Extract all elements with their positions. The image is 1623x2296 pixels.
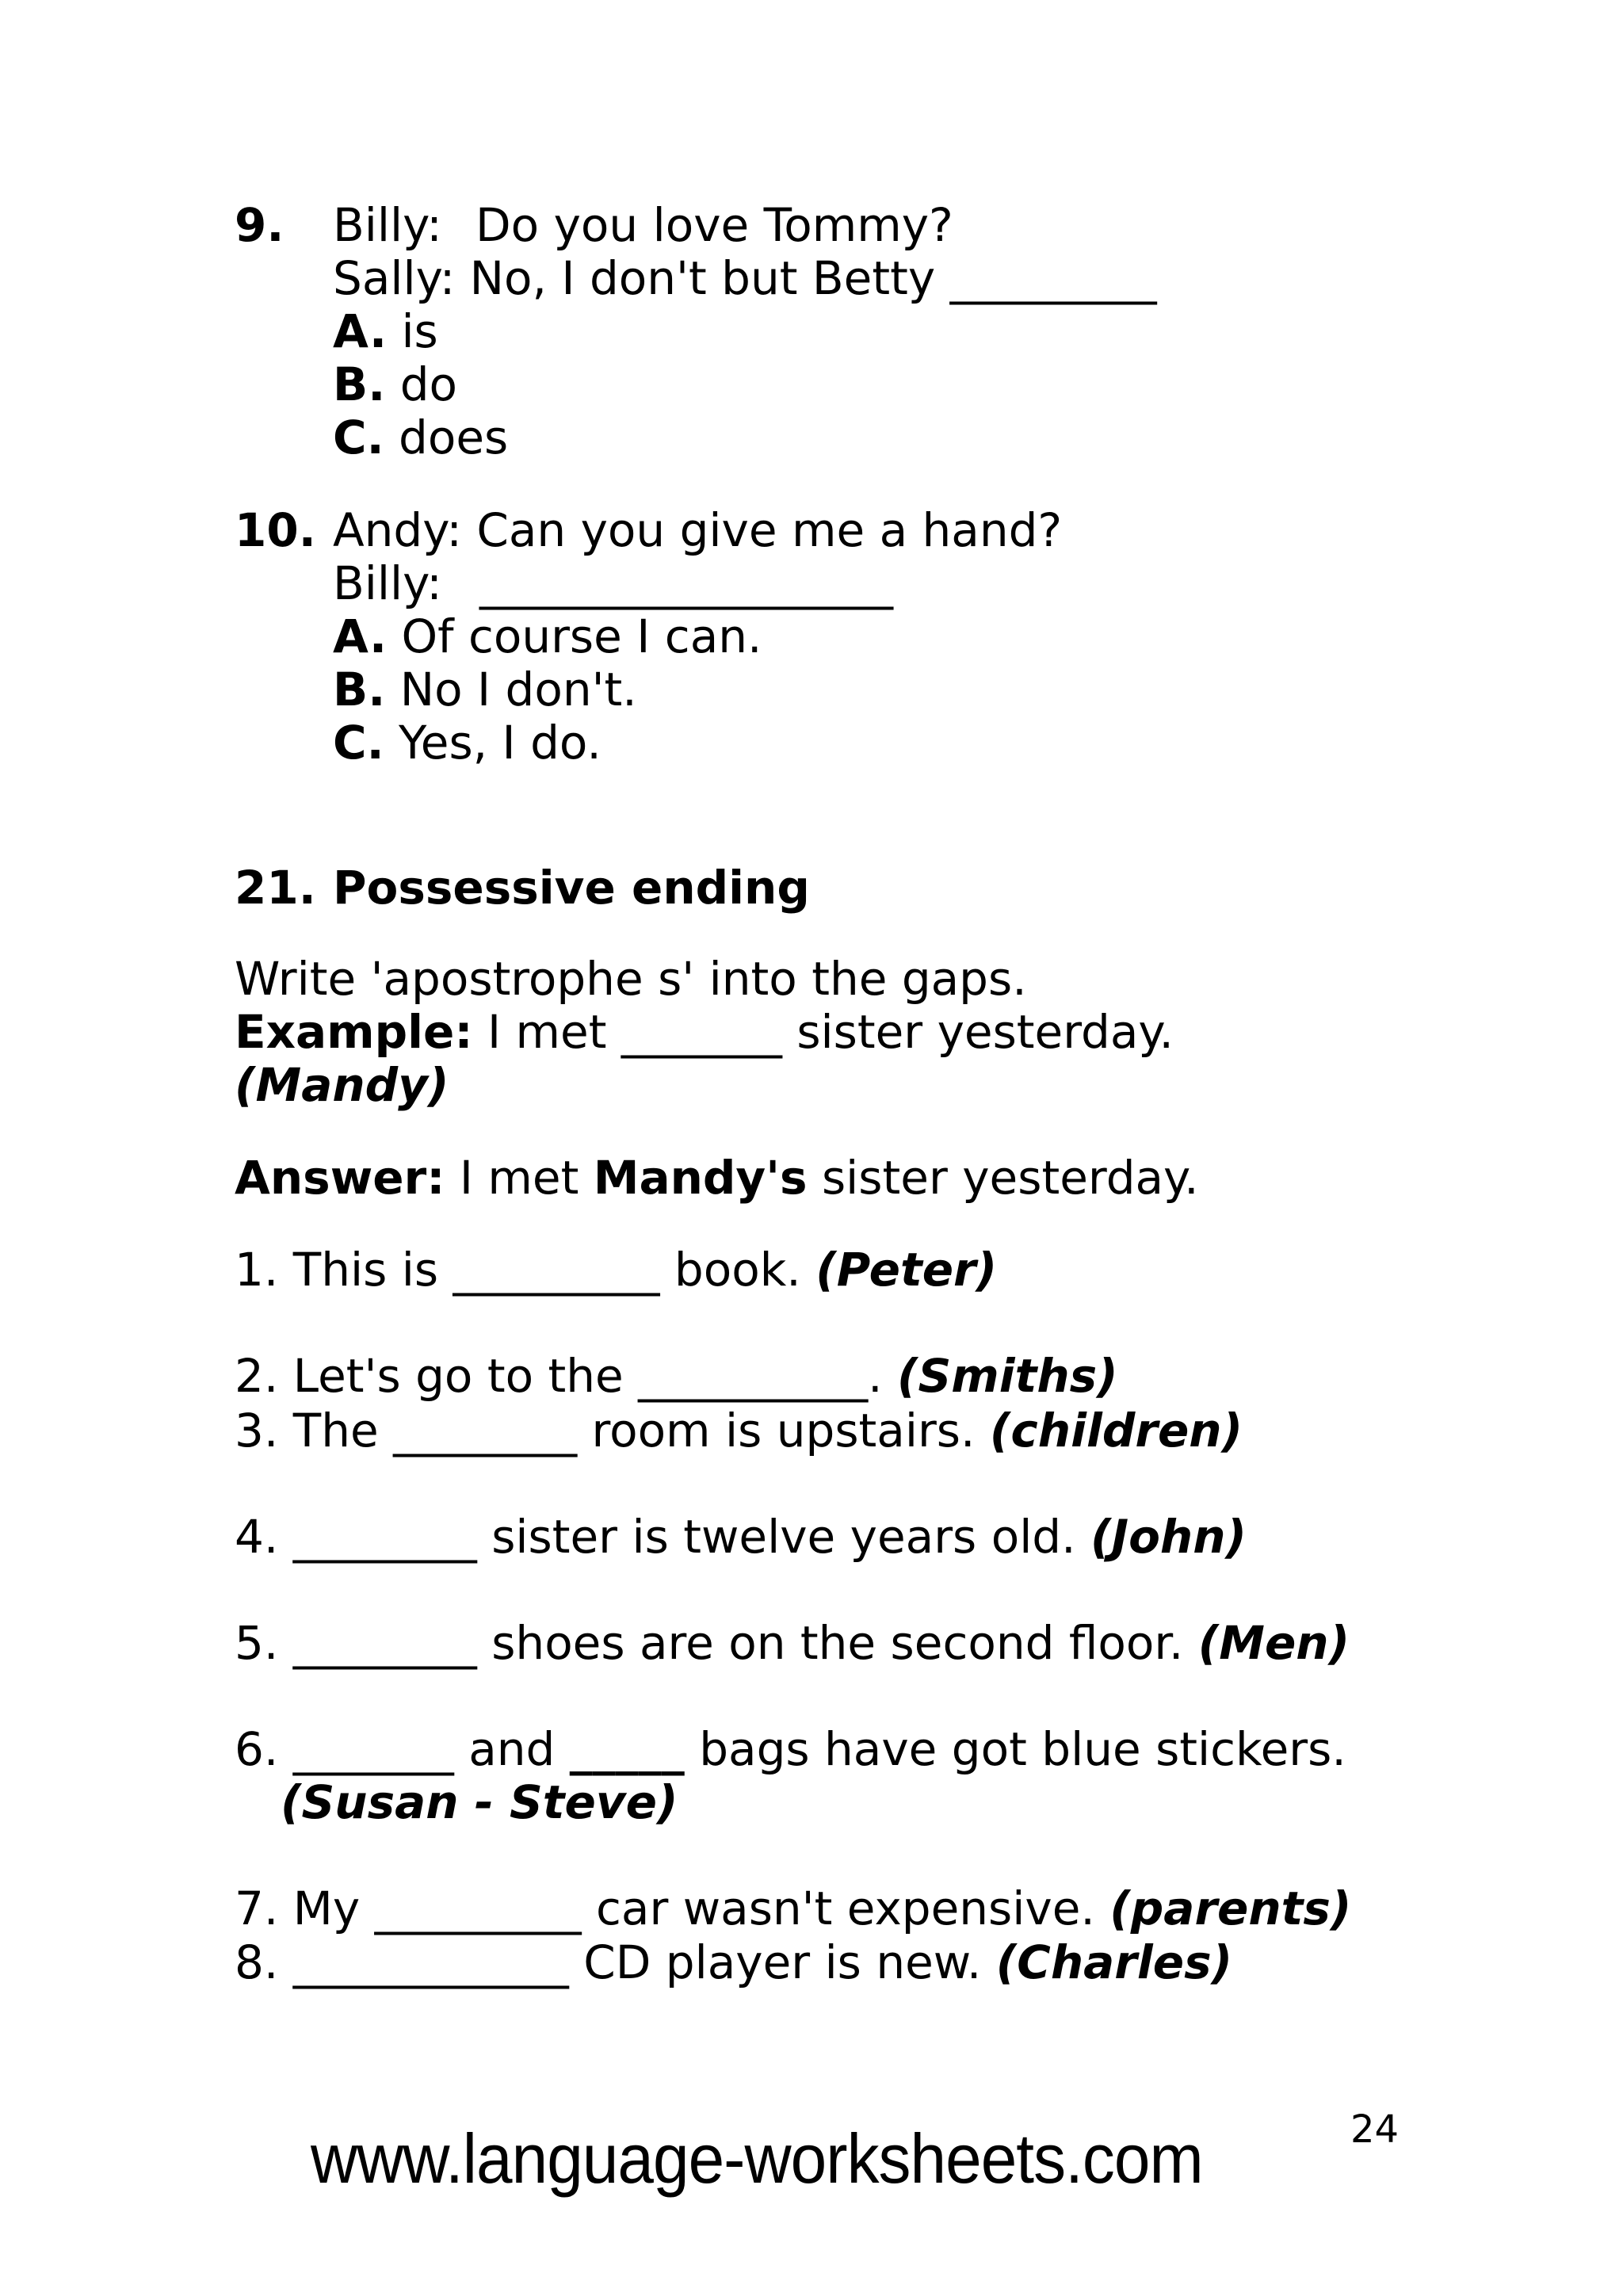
question-9-option-a: A. is (333, 304, 438, 358)
question-10-option-c: C. Yes, I do. (333, 716, 601, 770)
page-number: 24 (1350, 2107, 1400, 2152)
question-10-option-a: A. Of course I can. (333, 609, 762, 663)
exercise-3: 3. The ________ room is upstairs. (children) (235, 1404, 1243, 1457)
footer-url: www.language-worksheets.com (311, 2119, 1203, 2198)
exercise-6-hint: (Susan - Steve) (281, 1775, 678, 1829)
question-10-option-b: B. No I don't. (333, 663, 637, 716)
answer-line: Answer: I met Mandy's sister yesterday. (235, 1151, 1199, 1205)
question-10-speaker: Billy: (333, 556, 442, 610)
question-9-option-c: C. does (333, 411, 509, 464)
exercise-4: 4. ________ sister is twelve years old. (John) (235, 1510, 1247, 1564)
exercise-5: 5. ________ shoes are on the second floor. (Men) (235, 1616, 1350, 1670)
section-number: 21. (235, 861, 316, 915)
question-10-blank: __________________ (479, 556, 893, 610)
question-9-speaker: Billy: (333, 198, 442, 252)
example-label: Example: (235, 1005, 473, 1059)
question-10-line1: Andy: Can you give me a hand? (333, 503, 1063, 557)
exercise-1: 1. This is _________ book. (Peter) (235, 1243, 998, 1297)
example-text: I met _______ sister yesterday. (487, 1005, 1174, 1059)
section-instruction: Write 'apostrophe s' into the gaps. (235, 952, 1027, 1006)
question-9-line1: Do you love Tommy? (475, 198, 953, 252)
question-9-line2: Sally: No, I don't but Betty _________ (333, 251, 1157, 305)
section-title: Possessive ending (333, 861, 810, 915)
exercise-2: 2. Let's go to the __________. (Smiths) (235, 1349, 1118, 1403)
exercise-7: 7. My _________ car wasn't expensive. (parents) (235, 1881, 1352, 1935)
question-9-option-b: B. do (333, 357, 457, 411)
answer-bold: Mandy's (593, 1151, 808, 1205)
example-line (235, 1005, 1174, 1059)
question-9-number: 9. (235, 198, 285, 252)
answer-label: Answer: (235, 1151, 445, 1205)
exercise-6: 6. _______ and _____ bags have got blue stickers. (235, 1722, 1346, 1776)
example-hint: (Mandy) (235, 1058, 449, 1112)
exercise-8: 8. ____________ CD player is new. (Charles) (235, 1935, 1233, 1989)
question-10-number: 10. (235, 503, 316, 557)
